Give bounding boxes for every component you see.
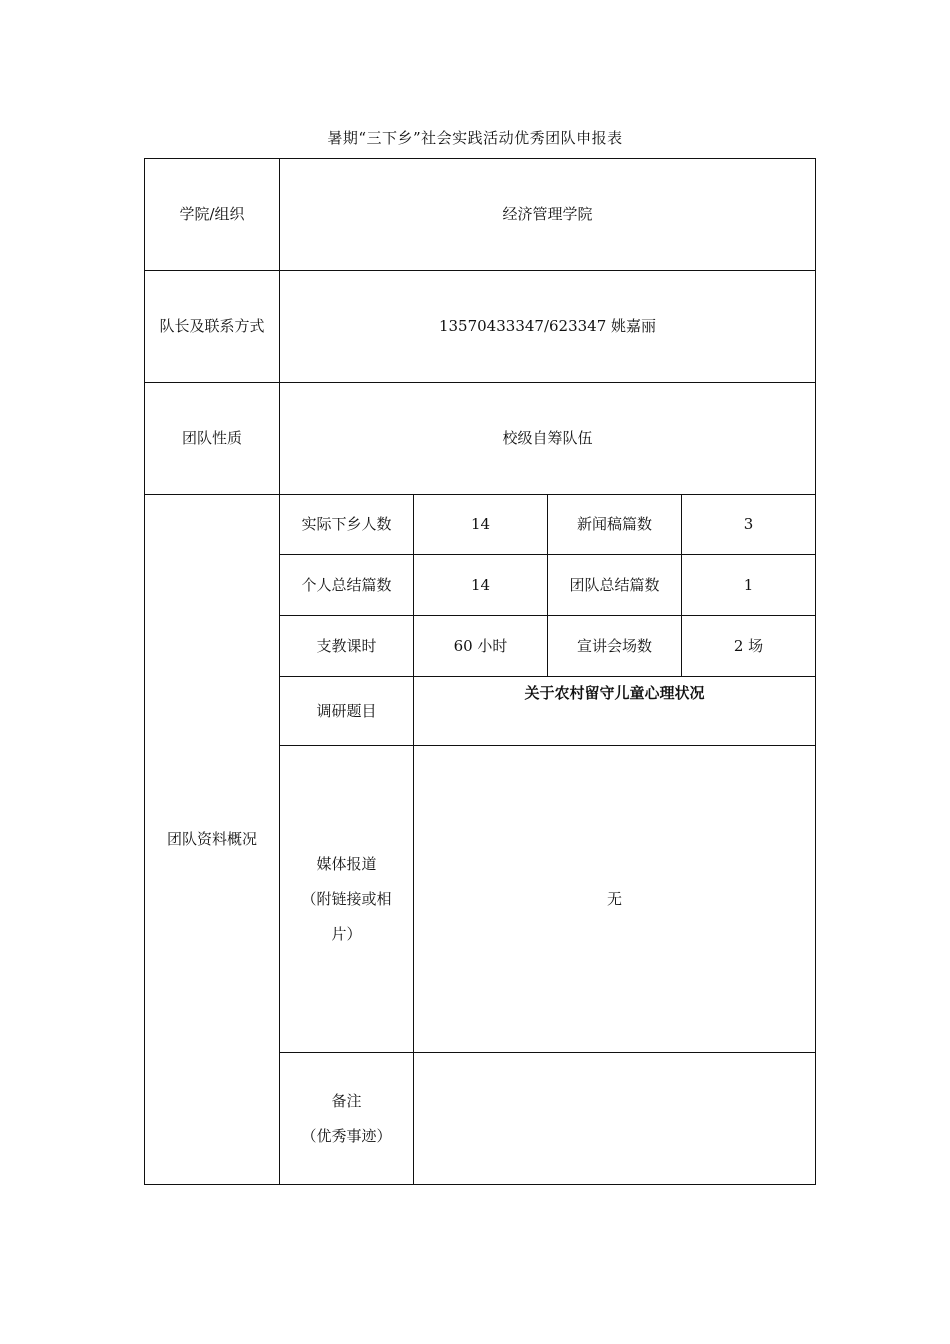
lectures-value: 2 场 [682, 616, 816, 677]
media-label [280, 746, 414, 1053]
media-value: 无 [414, 746, 816, 1053]
college-label: 学院/组织 [145, 159, 280, 271]
remarks-label-line-2: （优秀事迹） [301, 1126, 392, 1145]
media-label-line-3: 片） [331, 924, 362, 943]
media-label-line-1: 媒体报道 [316, 854, 377, 873]
personal-summary-label: 个人总结篇数 [280, 555, 414, 616]
leader-value: 13570433347/623347 姚嘉丽 [280, 271, 816, 383]
lectures-label: 宣讲会场数 [548, 616, 682, 677]
teaching-label: 支教课时 [280, 616, 414, 677]
stats-row-1 [145, 495, 816, 555]
team-summary-label: 团队总结篇数 [548, 555, 682, 616]
media-label-line-2: （附链接或相 [301, 889, 392, 908]
team-type-label: 团队性质 [145, 383, 280, 495]
form-title: 暑期“三下乡”社会实践活动优秀团队申报表 [327, 129, 623, 147]
research-label: 调研题目 [280, 677, 414, 746]
team-type-row [145, 383, 816, 495]
teaching-value: 60 小时 [414, 616, 548, 677]
leader-row [145, 271, 816, 383]
application-form-table [144, 158, 816, 1185]
college-row [145, 159, 816, 271]
remarks-label [280, 1053, 414, 1185]
team-summary-value: 1 [682, 555, 816, 616]
college-value: 经济管理学院 [280, 159, 816, 271]
participants-value: 14 [414, 495, 548, 555]
team-type-value: 校级自筹队伍 [280, 383, 816, 495]
research-value: 关于农村留守儿童心理状况 [414, 677, 816, 746]
leader-label: 队长及联系方式 [145, 271, 280, 383]
news-label: 新闻稿篇数 [548, 495, 682, 555]
news-value: 3 [682, 495, 816, 555]
remarks-value [414, 1053, 816, 1185]
profile-label: 团队资料概况 [145, 495, 280, 1185]
remarks-label-line-1: 备注 [331, 1091, 362, 1110]
personal-summary-value: 14 [414, 555, 548, 616]
participants-label: 实际下乡人数 [280, 495, 414, 555]
